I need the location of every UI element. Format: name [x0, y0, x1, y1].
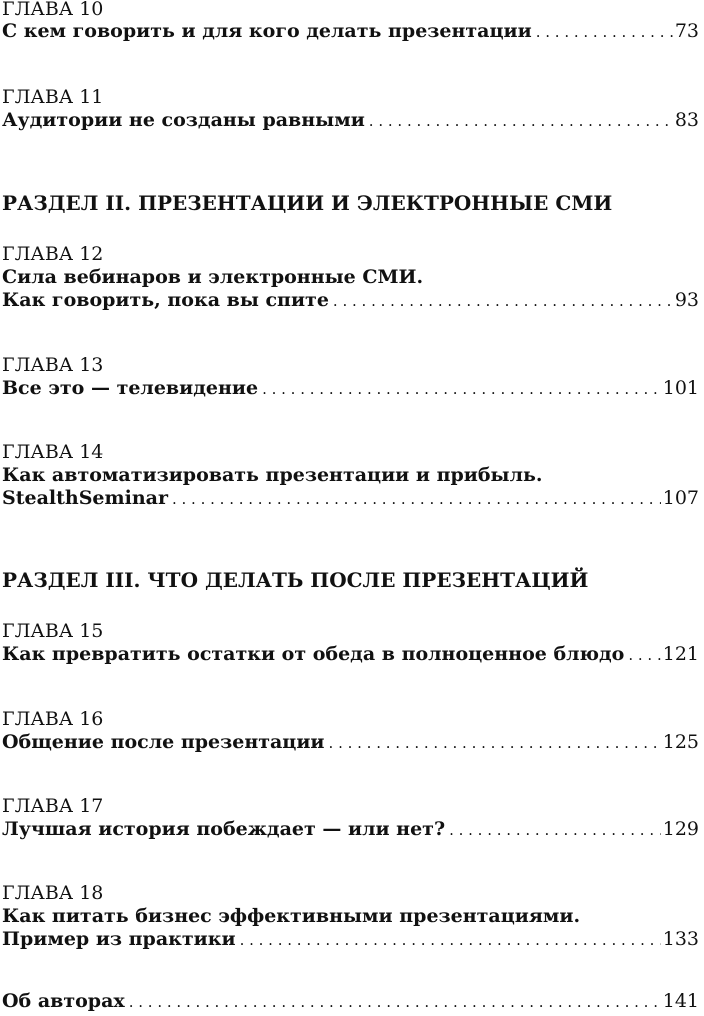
chapter-10-entry: [2, 20, 699, 43]
chapter-16-title: Общение после презентации: [2, 731, 325, 753]
dot-leader: [628, 643, 660, 666]
chapter-12-title-line1: Сила вебинаров и электронные СМИ.: [2, 266, 424, 288]
chapter-12-entry: [2, 289, 699, 312]
chapter-17-page: 129: [662, 818, 699, 840]
chapter-14-entry: [2, 487, 699, 510]
chapter-12-label: ГЛАВА 12: [2, 243, 104, 265]
chapter-18-entry: [2, 928, 699, 951]
chapter-18-page: 133: [662, 928, 699, 950]
section-3-heading: РАЗДЕЛ III. ЧТО ДЕЛАТЬ ПОСЛЕ ПРЕЗЕНТАЦИЙ: [2, 568, 589, 592]
chapter-13-page: 101: [662, 377, 699, 399]
chapter-16-entry: [2, 731, 699, 754]
chapter-12-title-line2: Как говорить, пока вы спите: [2, 289, 329, 311]
dot-leader: [129, 990, 661, 1013]
chapter-18-title-line1: Как питать бизнес эффективными презентациями.: [2, 905, 581, 927]
section-2-heading: РАЗДЕЛ II. ПРЕЗЕНТАЦИИ И ЭЛЕКТРОННЫЕ СМИ: [2, 191, 613, 215]
chapter-18-title-line2: Пример из практики: [2, 928, 236, 950]
dot-leader: [449, 818, 661, 841]
dot-leader: [240, 928, 661, 951]
chapter-13-title: Все это — телевидение: [2, 377, 259, 399]
chapter-15-page: 121: [662, 643, 699, 665]
chapter-13-label: ГЛАВА 13: [2, 354, 104, 376]
chapter-17-label: ГЛАВА 17: [2, 795, 104, 817]
dot-leader: [333, 289, 673, 312]
dot-leader: [329, 731, 661, 754]
chapter-10-page: 73: [674, 20, 699, 42]
chapter-14-page: 107: [662, 487, 699, 509]
chapter-15-entry: [2, 643, 699, 666]
dot-leader: [262, 377, 661, 400]
chapter-11-label: ГЛАВА 11: [2, 86, 104, 108]
chapter-17-title: Лучшая история побеждает — или нет?: [2, 818, 446, 840]
chapter-15-label: ГЛАВА 15: [2, 620, 104, 642]
chapter-16-page: 125: [662, 731, 699, 753]
chapter-14-label: ГЛАВА 14: [2, 441, 104, 463]
dot-leader: [536, 20, 673, 43]
chapter-10-label: ГЛАВА 10: [2, 0, 104, 20]
authors-entry: [2, 990, 699, 1013]
chapter-15-title: Как превратить остатки от обеда в полноценное блюдо: [2, 643, 625, 665]
chapter-12-page: 93: [674, 289, 699, 311]
chapter-10-title: С кем говорить и для кого делать презентации: [2, 20, 532, 42]
chapter-13-entry: [2, 377, 699, 400]
chapter-11-title: Аудитории не созданы равными: [2, 109, 365, 131]
dot-leader: [369, 109, 673, 132]
authors-page: 141: [662, 990, 699, 1012]
authors-title: Об авторах: [2, 990, 125, 1012]
chapter-11-entry: [2, 109, 699, 132]
chapter-17-entry: [2, 818, 699, 841]
chapter-11-page: 83: [674, 109, 699, 131]
chapter-18-label: ГЛАВА 18: [2, 882, 104, 904]
chapter-14-title-line2: StealthSeminar: [2, 487, 168, 509]
dot-leader: [172, 487, 661, 510]
chapter-16-label: ГЛАВА 16: [2, 708, 104, 730]
chapter-14-title-line1: Как автоматизировать презентации и прибыль.: [2, 464, 543, 486]
